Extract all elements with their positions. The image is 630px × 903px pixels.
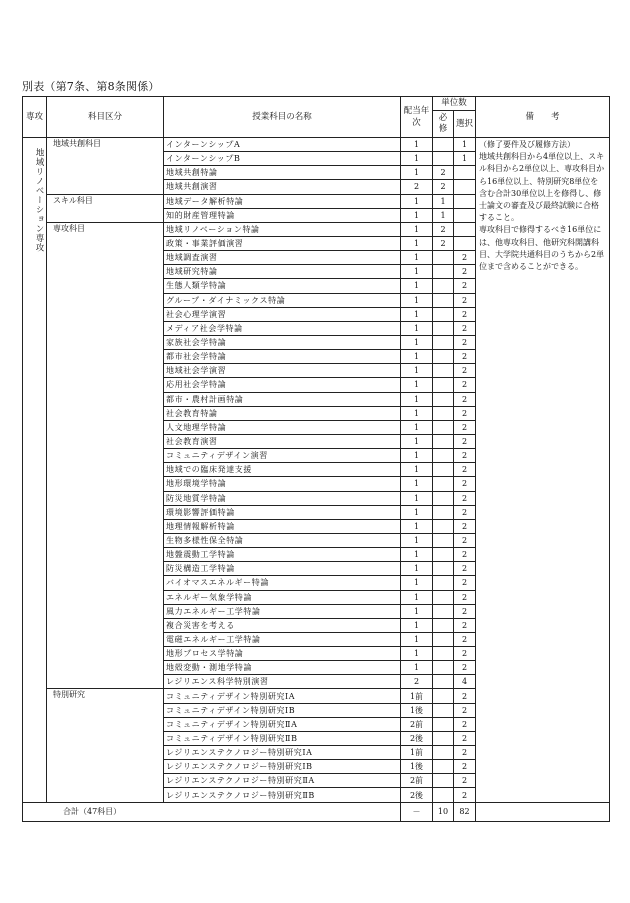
year-cell: 1: [401, 449, 433, 463]
required-units: [433, 590, 454, 604]
subject-name: 環境影響評価特論: [164, 505, 401, 519]
elective-units: 2: [454, 760, 476, 774]
year-cell: 1後: [401, 703, 433, 717]
elective-units: 2: [454, 505, 476, 519]
elective-units: [454, 194, 476, 208]
required-units: [433, 307, 454, 321]
year-cell: 1: [401, 562, 433, 576]
year-cell: 1: [401, 505, 433, 519]
subject-name: 電磁エネルギー工学特論: [164, 632, 401, 646]
subject-name: レジリエンステクノロジー特別研究ⅡA: [164, 774, 401, 788]
year-cell: 1: [401, 378, 433, 392]
required-units: [433, 265, 454, 279]
header-required: 必修: [433, 111, 454, 138]
elective-units: 2: [454, 703, 476, 717]
subject-name: 社会教育特論: [164, 406, 401, 420]
category-regional: 地域共創科目: [47, 138, 164, 195]
header-major: 専攻: [23, 97, 47, 138]
elective-units: 2: [454, 632, 476, 646]
year-cell: 1: [401, 265, 433, 279]
required-units: [433, 746, 454, 760]
subject-name: 地域リノベーション特論: [164, 222, 401, 236]
year-cell: 1: [401, 335, 433, 349]
subject-name: 地殻変動・測地学特論: [164, 661, 401, 675]
subject-name: 政策・事業評価演習: [164, 236, 401, 250]
required-units: [433, 364, 454, 378]
total-required: 10: [433, 802, 454, 821]
subject-name: 都市社会学特論: [164, 350, 401, 364]
required-units: [433, 562, 454, 576]
elective-units: [454, 208, 476, 222]
required-units: [433, 703, 454, 717]
subject-name: 地域共創演習: [164, 180, 401, 194]
subject-name: 社会教育演習: [164, 434, 401, 448]
subject-name: 複合災害を考える: [164, 618, 401, 632]
subject-name: インターンシップB: [164, 152, 401, 166]
elective-units: 4: [454, 675, 476, 689]
year-cell: 2前: [401, 774, 433, 788]
required-units: [433, 392, 454, 406]
year-cell: 1: [401, 434, 433, 448]
elective-units: 2: [454, 463, 476, 477]
required-units: 1: [433, 194, 454, 208]
elective-units: 2: [454, 449, 476, 463]
subject-name: コミュニティデザイン特別研究ⅡA: [164, 717, 401, 731]
year-cell: 1: [401, 166, 433, 180]
year-cell: 1: [401, 604, 433, 618]
elective-units: 2: [454, 519, 476, 533]
elective-units: [454, 236, 476, 250]
year-cell: 2前: [401, 717, 433, 731]
elective-units: 2: [454, 562, 476, 576]
required-units: [433, 548, 454, 562]
subject-name: コミュニティデザイン特別研究ⅡB: [164, 731, 401, 745]
elective-units: 2: [454, 731, 476, 745]
total-remarks: [476, 802, 610, 821]
total-year: －: [401, 802, 433, 821]
elective-units: 1: [454, 152, 476, 166]
required-units: [433, 618, 454, 632]
subject-name: 人文地理学特論: [164, 420, 401, 434]
subject-name: レジリエンステクノロジー特別研究ⅠB: [164, 760, 401, 774]
elective-units: [454, 166, 476, 180]
header-remarks: 備 考: [476, 97, 610, 138]
year-cell: 1: [401, 406, 433, 420]
subject-name: レジリエンステクノロジー特別研究ⅠA: [164, 746, 401, 760]
year-cell: 1後: [401, 760, 433, 774]
year-cell: 1: [401, 293, 433, 307]
subject-name: 防災構造工学特論: [164, 562, 401, 576]
year-cell: 1: [401, 477, 433, 491]
year-cell: 1: [401, 251, 433, 265]
subject-name: レジリエンステクノロジー特別研究ⅡB: [164, 788, 401, 802]
category-skill: スキル科目: [47, 194, 164, 222]
required-units: [433, 533, 454, 547]
required-units: [433, 279, 454, 293]
header-subject: 授業科目の名称: [164, 97, 401, 138]
subject-name: エネルギー気象学特論: [164, 590, 401, 604]
subject-name: 生態人類学特論: [164, 279, 401, 293]
required-units: [433, 477, 454, 491]
year-cell: 1: [401, 661, 433, 675]
required-units: 1: [433, 208, 454, 222]
required-units: [433, 604, 454, 618]
required-units: 2: [433, 166, 454, 180]
subject-name: 地理情報解析特論: [164, 519, 401, 533]
year-cell: 1: [401, 222, 433, 236]
year-cell: 2: [401, 675, 433, 689]
year-cell: 1: [401, 491, 433, 505]
elective-units: 2: [454, 774, 476, 788]
category-research: 特別研究: [47, 689, 164, 802]
subject-name: 地域社会学演習: [164, 364, 401, 378]
subject-name: 地域での臨床発達支援: [164, 463, 401, 477]
subject-name: 都市・農村計画特論: [164, 392, 401, 406]
required-units: [433, 675, 454, 689]
subject-name: コミュニティデザイン特別研究ⅠA: [164, 689, 401, 703]
elective-units: 2: [454, 392, 476, 406]
year-cell: 1: [401, 138, 433, 152]
elective-units: 2: [454, 576, 476, 590]
required-units: [433, 788, 454, 802]
required-units: [433, 632, 454, 646]
elective-units: 2: [454, 293, 476, 307]
required-units: [433, 378, 454, 392]
elective-units: 2: [454, 378, 476, 392]
subject-name: コミュニティデザイン演習: [164, 449, 401, 463]
required-units: [433, 251, 454, 265]
required-units: 2: [433, 222, 454, 236]
subject-name: インターンシップA: [164, 138, 401, 152]
header-year: 配当年次: [401, 97, 433, 138]
required-units: [433, 731, 454, 745]
subject-name: メディア社会学特論: [164, 321, 401, 335]
year-cell: 1: [401, 208, 433, 222]
year-cell: 1: [401, 307, 433, 321]
year-cell: 1: [401, 548, 433, 562]
year-cell: 1: [401, 618, 433, 632]
subject-name: 防災地質学特論: [164, 491, 401, 505]
elective-units: 2: [454, 420, 476, 434]
required-units: [433, 760, 454, 774]
year-cell: 1: [401, 632, 433, 646]
major-name: 地域リノベーション専攻: [23, 138, 47, 803]
year-cell: 1前: [401, 689, 433, 703]
remarks: [476, 138, 610, 803]
required-units: [433, 152, 454, 166]
elective-units: 2: [454, 717, 476, 731]
required-units: [433, 519, 454, 533]
year-cell: 2後: [401, 788, 433, 802]
subject-name: 応用社会学特論: [164, 378, 401, 392]
year-cell: 1: [401, 576, 433, 590]
required-units: [433, 321, 454, 335]
elective-units: 2: [454, 590, 476, 604]
elective-units: 2: [454, 647, 476, 661]
required-units: [433, 717, 454, 731]
required-units: [433, 463, 454, 477]
total-elective: 82: [454, 802, 476, 821]
year-cell: 2: [401, 180, 433, 194]
elective-units: [454, 222, 476, 236]
required-units: [433, 449, 454, 463]
elective-units: 2: [454, 788, 476, 802]
subject-name: 地形プロセス学特論: [164, 647, 401, 661]
subject-name: 生物多様性保全特論: [164, 533, 401, 547]
elective-units: 2: [454, 618, 476, 632]
header-elective: 選択: [454, 111, 476, 138]
year-cell: 1: [401, 236, 433, 250]
required-units: [433, 293, 454, 307]
required-units: 2: [433, 236, 454, 250]
year-cell: 1: [401, 590, 433, 604]
required-units: 2: [433, 180, 454, 194]
year-cell: 1: [401, 321, 433, 335]
year-cell: 1: [401, 194, 433, 208]
elective-units: 2: [454, 746, 476, 760]
total-row: [23, 802, 610, 821]
year-cell: 1: [401, 152, 433, 166]
subject-name: 地形環境学特論: [164, 477, 401, 491]
subject-name: 地盤震動工学特論: [164, 548, 401, 562]
year-cell: 1: [401, 350, 433, 364]
required-units: [433, 576, 454, 590]
subject-name: グループ・ダイナミックス特論: [164, 293, 401, 307]
header-category: 科目区分: [47, 97, 164, 138]
page-title: 別表（第7条、第8条関係）: [22, 80, 160, 93]
category-major: 専攻科目: [47, 222, 164, 689]
year-cell: 1: [401, 647, 433, 661]
elective-units: 2: [454, 321, 476, 335]
required-units: [433, 647, 454, 661]
required-units: [433, 138, 454, 152]
year-cell: 1: [401, 420, 433, 434]
elective-units: 2: [454, 491, 476, 505]
year-cell: 1: [401, 279, 433, 293]
subject-name: 知的財産管理特論: [164, 208, 401, 222]
required-units: [433, 661, 454, 675]
year-cell: 1: [401, 364, 433, 378]
elective-units: 1: [454, 138, 476, 152]
elective-units: 2: [454, 406, 476, 420]
required-units: [433, 406, 454, 420]
remarks-notes: 専攻科目で修得するべき16単位には、他専攻科目、他研究科開講科目、大学院共通科目のうちから2単位まで含めることができる。: [479, 225, 605, 272]
year-cell: 1: [401, 519, 433, 533]
subject-name: 地域データ解析特論: [164, 194, 401, 208]
subject-name: レジリエンス科学特別演習: [164, 675, 401, 689]
required-units: [433, 491, 454, 505]
subject-name: コミュニティデザイン特別研究ⅠB: [164, 703, 401, 717]
elective-units: 2: [454, 364, 476, 378]
year-cell: 1: [401, 392, 433, 406]
remarks-requirements: 地域共創科目から4単位以上、スキル科目から2単位以上、専攻科目から16単位以上、特別研究8単位を含む合計30単位以上を修得し、修士論文の審査及び最終試験に合格すること。: [479, 152, 605, 223]
curriculum-table: [22, 96, 610, 822]
elective-units: 2: [454, 434, 476, 448]
year-cell: 2後: [401, 731, 433, 745]
subject-name: 風力エネルギー工学特論: [164, 604, 401, 618]
elective-units: 2: [454, 265, 476, 279]
elective-units: [454, 180, 476, 194]
elective-units: 2: [454, 335, 476, 349]
required-units: [433, 774, 454, 788]
required-units: [433, 420, 454, 434]
required-units: [433, 434, 454, 448]
elective-units: 2: [454, 689, 476, 703]
elective-units: 2: [454, 661, 476, 675]
required-units: [433, 505, 454, 519]
subject-name: 家族社会学特論: [164, 335, 401, 349]
elective-units: 2: [454, 604, 476, 618]
required-units: [433, 350, 454, 364]
elective-units: 2: [454, 477, 476, 491]
required-units: [433, 335, 454, 349]
subject-name: バイオマスエネルギー特論: [164, 576, 401, 590]
subject-name: 社会心理学演習: [164, 307, 401, 321]
elective-units: 2: [454, 548, 476, 562]
elective-units: 2: [454, 350, 476, 364]
year-cell: 1: [401, 463, 433, 477]
subject-name: 地域調査演習: [164, 251, 401, 265]
year-cell: 1前: [401, 746, 433, 760]
remarks-heading: （修了要件及び履修方法）: [479, 140, 576, 149]
elective-units: 2: [454, 307, 476, 321]
subject-name: 地域研究特論: [164, 265, 401, 279]
header-units: 単位数: [433, 97, 476, 111]
required-units: [433, 689, 454, 703]
total-label: 合計（47科目）: [23, 802, 401, 821]
elective-units: 2: [454, 533, 476, 547]
subject-name: 地域共創特論: [164, 166, 401, 180]
elective-units: 2: [454, 279, 476, 293]
elective-units: 2: [454, 251, 476, 265]
table-row: [23, 138, 610, 152]
year-cell: 1: [401, 533, 433, 547]
